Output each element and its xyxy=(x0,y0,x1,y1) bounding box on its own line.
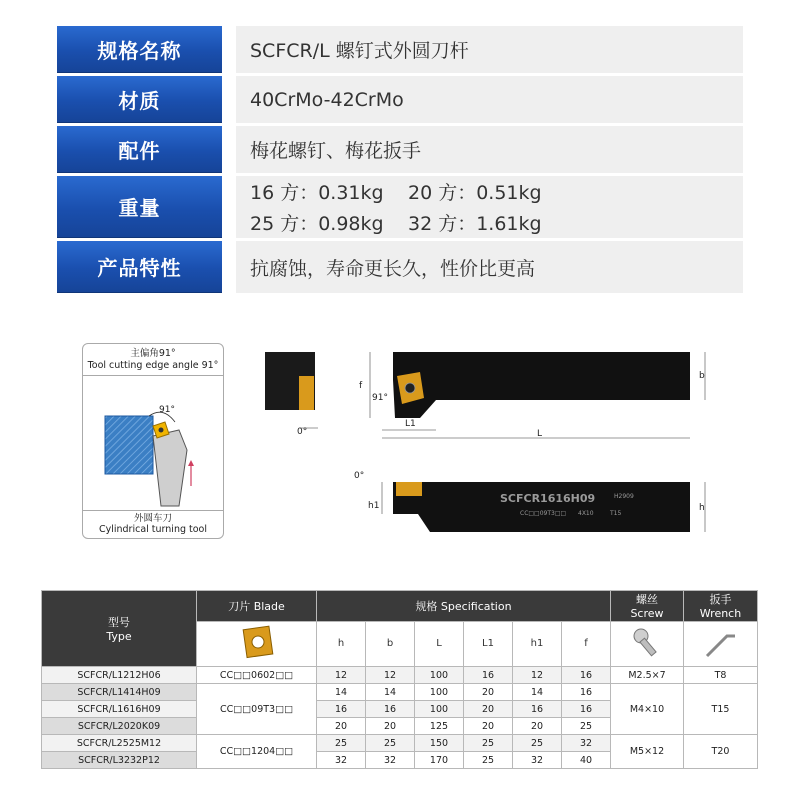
dim-b-label: b xyxy=(699,371,705,381)
screw-image-cell xyxy=(611,621,684,666)
row-wrench: T15 xyxy=(684,684,758,735)
cell-f: 16 xyxy=(562,684,611,701)
spec-header: 规格 Specification xyxy=(317,591,611,622)
cell-h1: 14 xyxy=(513,684,562,701)
spec-col-h: h xyxy=(317,621,366,666)
row-type: SCFCR/L2525M12 xyxy=(42,735,197,752)
spec-col-l: L xyxy=(415,621,464,666)
cell-l: 150 xyxy=(415,735,464,752)
weight-25: 25 方：0.98kg xyxy=(250,213,384,235)
row-type: SCFCR/L1616H09 xyxy=(42,701,197,718)
row-wrench: T8 xyxy=(684,667,758,684)
screw-header-cn: 螺丝 xyxy=(636,593,658,607)
row-type: SCFCR/L1212H06 xyxy=(42,667,197,684)
end-view xyxy=(265,352,318,437)
row-type: SCFCR/L3232P12 xyxy=(42,752,197,769)
dim-f-label: f xyxy=(359,381,363,391)
table-row xyxy=(42,684,758,701)
turning-tool-cn: 外圆车刀 xyxy=(133,513,172,524)
engraving-screw: T15 xyxy=(610,510,622,517)
cell-l: 100 xyxy=(415,667,464,684)
cell-l1: 20 xyxy=(464,684,513,701)
cell-f: 25 xyxy=(562,718,611,735)
table-row xyxy=(42,735,758,752)
row-wrench: T20 xyxy=(684,735,758,769)
cell-b: 12 xyxy=(366,667,415,684)
side-angle-label: 0° xyxy=(354,471,365,481)
angle-title-en: Tool cutting edge angle 91° xyxy=(87,360,219,371)
cell-l: 170 xyxy=(415,752,464,769)
spec-col-b: b xyxy=(366,621,415,666)
screw-icon xyxy=(627,622,667,662)
info-label: 规格名称 xyxy=(57,26,222,73)
cell-f: 16 xyxy=(562,667,611,684)
row-blade: CC□□09T3□□ xyxy=(197,684,317,735)
cell-b: 25 xyxy=(366,735,415,752)
wrench-header-en: Wrench xyxy=(699,607,742,621)
cell-f: 32 xyxy=(562,735,611,752)
top-view-screw xyxy=(405,383,415,393)
engraving-wrench: 4X10 xyxy=(578,510,594,517)
blade-insert-icon xyxy=(237,622,277,662)
cell-f: 40 xyxy=(562,752,611,769)
cell-h1: 16 xyxy=(513,701,562,718)
side-view-insert xyxy=(396,482,422,496)
angle-title-cn: 主偏角91° xyxy=(130,348,176,359)
cell-l1: 16 xyxy=(464,667,513,684)
cell-h: 16 xyxy=(317,701,366,718)
end-angle-label: 0° xyxy=(297,427,308,437)
blade-header: 刀片 Blade xyxy=(197,591,317,622)
cell-h1: 25 xyxy=(513,735,562,752)
wrench-header xyxy=(684,591,758,622)
end-view-insert xyxy=(299,376,314,410)
spec-col-h1: h1 xyxy=(513,621,562,666)
material-text: 40CrMo-42CrMo xyxy=(250,88,404,111)
side-view xyxy=(354,471,705,532)
cell-b: 20 xyxy=(366,718,415,735)
blade-image-cell xyxy=(197,621,317,666)
cell-h1: 20 xyxy=(513,718,562,735)
info-label: 配件 xyxy=(57,126,222,173)
row-screw: M4×10 xyxy=(611,684,684,735)
top-angle-label: 91° xyxy=(372,393,388,403)
spec-col-f: f xyxy=(562,621,611,666)
wrench-header-cn: 扳手 xyxy=(709,593,732,607)
cell-h: 32 xyxy=(317,752,366,769)
wrench-icon xyxy=(701,622,741,662)
cell-b: 14 xyxy=(366,684,415,701)
info-label: 产品特性 xyxy=(57,241,222,293)
row-blade: CC□□0602□□ xyxy=(197,667,317,684)
product-name-text: SCFCR/L 螺钉式外圆刀杆 xyxy=(250,40,469,62)
cell-b: 32 xyxy=(366,752,415,769)
cell-h: 12 xyxy=(317,667,366,684)
cell-b: 16 xyxy=(366,701,415,718)
engraving-insert: CC□□09T3□□ xyxy=(520,510,567,517)
dim-l1-label: L1 xyxy=(405,419,416,429)
weight-20: 20 方：0.51kg xyxy=(408,182,542,204)
cell-l1: 20 xyxy=(464,718,513,735)
table-row xyxy=(42,667,758,684)
cell-h1: 32 xyxy=(513,752,562,769)
cell-l1: 25 xyxy=(464,752,513,769)
angle-value-label: 91° xyxy=(159,405,175,415)
type-header xyxy=(42,591,197,667)
cell-l: 100 xyxy=(415,684,464,701)
row-screw: M5×12 xyxy=(611,735,684,769)
cell-l: 100 xyxy=(415,701,464,718)
spec-col-l1: L1 xyxy=(464,621,513,666)
product-spec-table xyxy=(41,590,758,769)
dim-h1-label: h1 xyxy=(368,501,380,511)
info-label: 重量 xyxy=(57,176,222,238)
engraving-code: H2909 xyxy=(614,493,634,500)
row-type: SCFCR/L2020K09 xyxy=(42,718,197,735)
weight-16: 16 方：0.31kg xyxy=(250,182,384,204)
type-header-cn: 型号 xyxy=(108,616,130,629)
info-label: 材质 xyxy=(57,76,222,123)
row-screw: M2.5×7 xyxy=(611,667,684,684)
row-blade: CC□□1204□□ xyxy=(197,735,317,769)
engraving-model: SCFCR1616H09 xyxy=(500,492,596,505)
accessories-text: 梅花螺钉、梅花扳手 xyxy=(250,140,422,162)
cell-f: 16 xyxy=(562,701,611,718)
turning-tool-en: Cylindrical turning tool xyxy=(98,524,208,535)
cell-l: 125 xyxy=(415,718,464,735)
screw-header-en: Screw xyxy=(630,607,664,621)
dim-l-label: L xyxy=(537,429,543,439)
cell-l1: 25 xyxy=(464,735,513,752)
row-type: SCFCR/L1414H09 xyxy=(42,684,197,701)
cell-h: 25 xyxy=(317,735,366,752)
top-view-body xyxy=(393,352,690,418)
weight-32: 32 方：1.61kg xyxy=(408,213,542,235)
cell-h: 14 xyxy=(317,684,366,701)
top-view xyxy=(359,352,705,439)
wrench-image-cell xyxy=(684,621,758,666)
features-text: 抗腐蚀，寿命更长久，性价比更高 xyxy=(250,257,536,280)
type-header-en: Type xyxy=(106,630,132,643)
dim-h-label: h xyxy=(699,503,705,513)
cell-h1: 12 xyxy=(513,667,562,684)
screw-header xyxy=(611,591,684,622)
cell-h: 20 xyxy=(317,718,366,735)
cell-l1: 20 xyxy=(464,701,513,718)
side-view-body xyxy=(393,482,690,532)
